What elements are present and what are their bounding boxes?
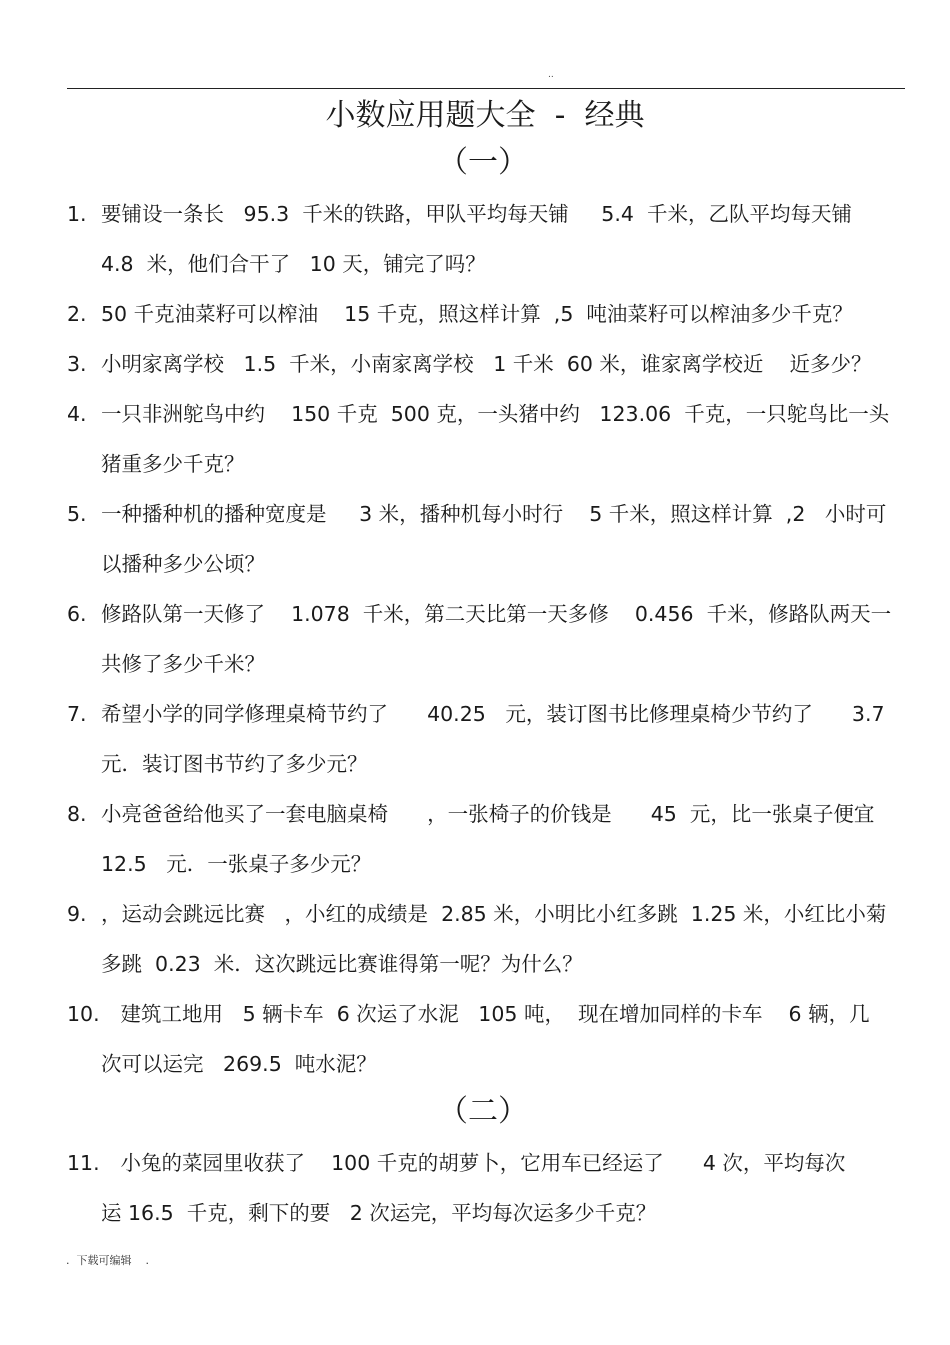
- page-footer: . 下载可编辑 .: [66, 1254, 149, 1267]
- question-number: 9.: [67, 902, 87, 926]
- question-number: 10.: [67, 1002, 100, 1026]
- section-heading-1: （一）: [438, 145, 528, 180]
- question-number: 7.: [67, 702, 87, 726]
- question-text-line-1: 要铺设一条长 95.3 千米的铁路，甲队平均每天铺 5.4 千米，乙队平均每天铺: [101, 202, 852, 226]
- question-text-line-1: 建筑工地用 5 辆卡车 6 次运了水泥 105 吨， 现在增加同样的卡车 6 辆，几: [101, 1002, 870, 1026]
- question-number: 3.: [67, 352, 87, 376]
- question-number: 4.: [67, 402, 87, 426]
- question-text-line-1: 一只非洲鸵鸟中约 150 千克 500 克，一头猪中约 123.06 千克，一只鸵鸟比一头: [101, 402, 890, 426]
- question-text-line-1: 小明家离学校 1.5 千米，小南家离学校 1 千米 60 米，谁家离学校近 近多少？: [101, 352, 872, 376]
- header-dots: ..: [548, 70, 554, 80]
- question-text-line-1: ，运动会跳远比赛 ，小红的成绩是 2.85 米，小明比小红多跳 1.25 米，小红比小菊: [101, 902, 887, 926]
- question-text-line-2: 以播种多少公顷？: [101, 552, 265, 576]
- question-text-line-2: 次可以运完 269.5 吨水泥？: [101, 1052, 377, 1076]
- question-text-line-2: 12.5 元．一张桌子多少元？: [101, 852, 372, 876]
- question-text-line-1: 希望小学的同学修理桌椅节约了 40.25 元，装订图书比修理桌椅少节约了 3.7: [101, 702, 885, 726]
- question-number: 8.: [67, 802, 87, 826]
- header-rule: [67, 88, 905, 89]
- question-text-line-2: 猪重多少千克？: [101, 452, 245, 476]
- question-text-line-1: 一种播种机的播种宽度是 3 米，播种机每小时行 5 千米，照这样计算 ,2 小时可: [101, 502, 887, 526]
- question-text-line-1: 小兔的菜园里收获了 100 千克的胡萝卜，它用车已经运了 4 次，平均每次: [101, 1151, 846, 1175]
- question-text-line-2: 共修了多少千米？: [101, 652, 265, 676]
- question-text-line-2: 多跳 0.23 米．这次跳远比赛谁得第一呢？为什么？: [101, 952, 583, 976]
- question-number: 6.: [67, 602, 87, 626]
- page-title: 小数应用题大全 - 经典: [325, 98, 645, 133]
- question-text-line-2: 元．装订图书节约了多少元？: [101, 752, 368, 776]
- question-text-line-1: 修路队第一天修了 1.078 千米，第二天比第一天多修 0.456 千米，修路队两天一: [101, 602, 892, 626]
- question-number: 1.: [67, 202, 87, 226]
- question-number: 2.: [67, 302, 87, 326]
- section-heading-2: （二）: [438, 1094, 528, 1129]
- question-text-line-2: 4.8 米，他们合干了 10 天，铺完了吗？: [101, 252, 486, 276]
- question-number: 5.: [67, 502, 87, 526]
- question-text-line-1: 小亮爸爸给他买了一套电脑桌椅 ，一张椅子的价钱是 45 元，比一张桌子便宜: [101, 802, 875, 826]
- question-text-line-2: 运 16.5 千克，剩下的要 2 次运完，平均每次运多少千克？: [101, 1201, 657, 1225]
- question-number: 11.: [67, 1151, 100, 1175]
- question-text-line-1: 50 千克油菜籽可以榨油 15 千克，照这样计算 ,5 吨油菜籽可以榨油多少千克？: [101, 302, 853, 326]
